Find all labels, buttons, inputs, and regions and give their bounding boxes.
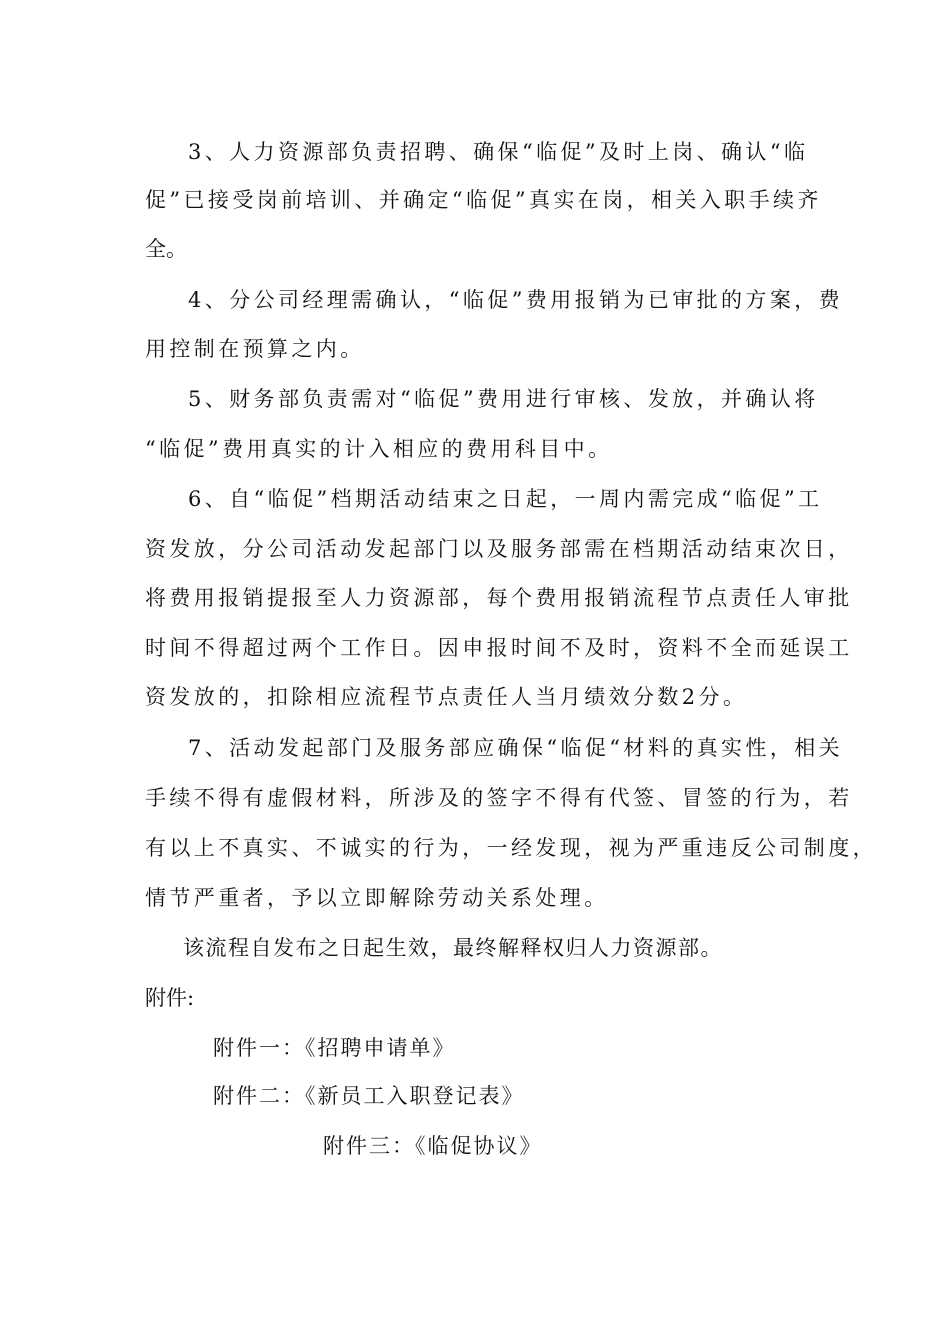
attachment-3: 附件三：《临促协议》 (323, 1134, 543, 1158)
attachments-heading: 附件: (145, 986, 195, 1010)
para-5-line-2: “临促”费用真实的计入相应的费用科目中。 (145, 437, 613, 461)
para-3-line-3: 全。 (145, 237, 187, 261)
para-6-line-5: 资发放的，扣除相应流程节点责任人当月绩效分数2分。 (145, 685, 748, 709)
attachment-1: 附件一：《招聘申请单》 (213, 1036, 456, 1060)
para-6-line-4: 时间不得超过两个工作日。因申报时间不及时，资料不全而延误工 (145, 636, 853, 660)
para-7-line-3: 有以上不真实、不诚实的行为，一经发现，视为严重违反公司制度， (145, 836, 877, 860)
para-7-line-2: 手续不得有虚假材料，所涉及的签字不得有代签、冒签的行为，若 (145, 786, 853, 810)
para-6-line-1: 6、自“临促”档期活动结束之日起，一周内需完成“临促”工 (188, 487, 823, 511)
effective-statement: 该流程自发布之日起生效，最终解释权归人力资源部。 (183, 936, 723, 960)
attachment-2: 附件二：《新员工入职登记表》 (213, 1084, 525, 1108)
para-7-line-1: 7、活动发起部门及服务部应确保“临促“材料的真实性，相关 (188, 736, 844, 760)
para-4-line-1: 4、分公司经理需确认，“临促”费用报销为已审批的方案，费 (188, 288, 844, 312)
para-5-line-1: 5、财务部负责需对“临促”费用进行审核、发放，并确认将 (188, 387, 819, 411)
para-7-line-4: 情节严重者，予以立即解除劳动关系处理。 (145, 886, 609, 910)
para-6-line-3: 将费用报销提报至人力资源部，每个费用报销流程节点责任人审批 (145, 586, 853, 610)
para-3-line-1: 3、人力资源部负责招聘、确保“临促”及时上岗、确认“临 (188, 140, 809, 164)
para-3-line-2: 促”已接受岗前培训、并确定“临促”真实在岗，相关入职手续齐 (145, 188, 822, 212)
para-4-line-2: 用控制在预算之内。 (145, 337, 365, 361)
para-6-line-2: 资发放，分公司活动发起部门以及服务部需在档期活动结束次日， (145, 537, 853, 561)
